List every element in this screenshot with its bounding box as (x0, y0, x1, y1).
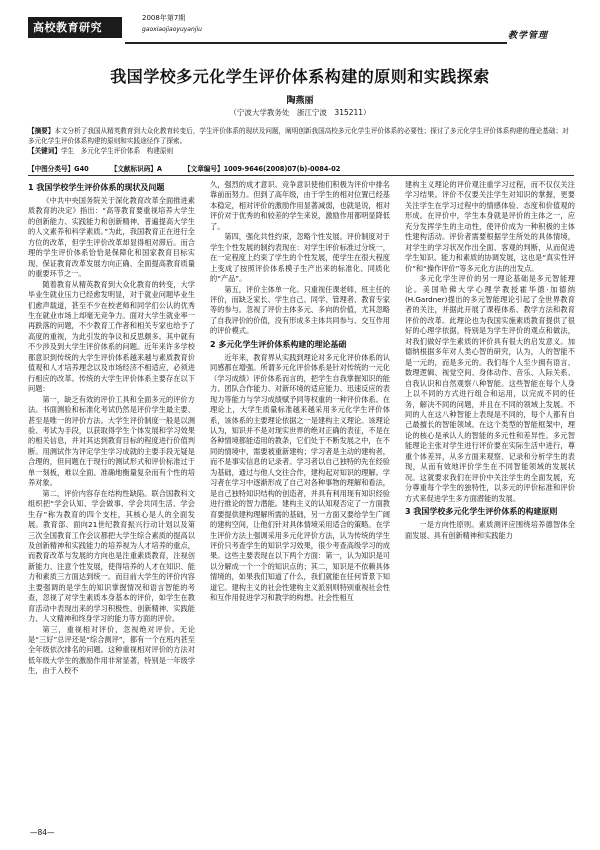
paragraph: 久，强烈的成才意识、竞争意识使他们积极为评价中排名靠前而努力。但到了高年级，由于学生的相对位置已经基本稳定，相对评价的激励作用显著减弱，也就是说，相对评价对于优秀的和较差的学生来说，激励作用都明显降低了。 (210, 180, 390, 231)
section-2-heading: 2 多元化学生评价体系构建的理论基础 (210, 339, 347, 349)
abstract-text: 本文分析了我国从精英教育到大众化教育转变后，学生评价体系的现状及问题，阐明创新我国高校多元化学生评价体系的必要性；探讨了多元化学生评价体系构建的理论基础；对多元化学生评价体系构建的原则和实践途径作了探索。 (28, 127, 569, 145)
abstract-divider (28, 175, 574, 176)
doc-code: 【文献标识码】A (110, 165, 163, 173)
column-2 (210, 180, 390, 604)
paragraph: 近年来，教育界从实践到理论对多元化评价体系的认同感都在增强。所谓多元化评价体系是针对传统的一元化（学习成绩）评价体系而言的，把学生自我掌握知识的能力、团队合作能力、对新环境的适应能力、迅速反应的表现力等能力与学习成绩赋予同等权重的一种评价体系。在理论上，大学生质量标准越来越采用多元化学生评价体系，该体系的主要理论依据之一是建构主义理论。该理论认为，知识并不是对现实世界的绝对正确的表征，不是在各种情境都能适用的教条，它们处于不断发展之中，在不同的情境中，需要被重新建构；学习者是主动的建构者，而不是事实信息的记录者。学习者以自己独特的先在经验为基础，通过与他人交往合作，建构起对知识的理解。学习者在学习中逐渐形成了自己对各种事物的理解和看法，是自己独特知识结构的创造者，并具有利用现有知识经验进行推论的智力潜能。建构主义的认知观否定了一方面教育要提供建构理解所需的基础，另一方面又要给学生广阔的建构空间，让他们针对具体情境采用适合的策略。在学生评价方法上强调采用多元化评价方法，认为传统的学生评价只考查学生的知识学习效果，很少考查高级学习的成果。这些主要表现在以下两个方面：第一，认为知识是可以分解成一个一个的知识点的；其二，知识是不依赖具体情境的，如果我们知道了什么，我们就能在任何背景下知道它。建构主义的社会性建构主义派别则特别重视社会性和互作用促进学习和教学的构想。社会性相互 (210, 352, 390, 603)
page-number: —84— (30, 828, 55, 837)
author-name: 陶燕丽 (286, 96, 314, 106)
clc-code: 【中图分类号】G40 (28, 165, 89, 173)
author-affiliation: （宁波大学教务处 浙江宁波 315211） (229, 108, 371, 117)
paragraph: 随着教育从精英教育到大众化教育的转变，大学毕业生就业压力已经愈发明显，对于就业问题毕业生们愈声载道，甚至不少在校老师和同学们公认的优秀生在就业市场上却毫无竞争力。面对大学生就业率一再跌落的问题，不少教育工作者和相关专家也给予了高度的重视，为此引发的争议和反思颇多。其中就有不少涉及到大学生评价体系的问题。近年来许多学校都意识到传统的大学生评价体系越来越与素质教育价值观和人才培养理念以及市场经济不相适应，必须进行相应的改革。传统的大学生评价体系主要存在以下问题： (28, 279, 195, 394)
header-rule (125, 42, 507, 44)
paragraph: 多元化学生评价的另一理论基础是多元智能理论。美国哈佛大学心理学教授霍华德·加德纳(H.Gardner)提出的多元智能理论引起了全世界教育者的关注，并据此开展了课程体系、教学方法和教育评价的改革。此理论也为我国实施素质教育提供了很好的心理学依据，特别是为学生评价的观点和做法，对我们做好学生素质的评价具有很大的启发意义。加德纳根据多年对人类心智的研究，认为，人的智能不是一元的，而是多元的。我们每个人至少拥有语言、数理逻辑、视觉空间、身体动作、音乐、人际关系、自我认识和自然观察八种智能。这些智能在每个人身上以不同的方式进行组合和运用，以完成不同的任务，解决不同的问题，并且在不同的领域上发展。不同的人在这八种智能上表现是不同的，每个人都有自己最擅长的智能领域。在这个类型的智能框架中，理论的核心是承认人的智能的多元性和差异性。多元智能理论主张对学生进行评价要在实际生活中进行，尊重个体差异，从多方面来观察、记录和分析学生的表现，从而有效地评价学生在不同智能领域的发展状况。这就要求我们在评价中关注学生的全面发展，充分尊重每个学生的独特性，以多元的评价标准和评价方式来促进学生多方面潜能的发展。 (405, 274, 575, 503)
article-title: 我国学校多元化学生评价体系构建的原则和实践探索 (110, 67, 490, 86)
section-label: 教学管理 (508, 31, 549, 41)
page-header (0, 0, 600, 54)
keywords: 学生 多元化学生评价体系 构建原则 (60, 147, 174, 155)
paragraph: 建构主义理论的评价观注重学习过程，而不仅仅关注学习结果。评价不仅要关注学生对知识的掌握，更要关注学生在学习过程中的情感体验、态度和价值观的形成。在评价中，学生本身就是评价的主体之一，应充分发挥学生的主动性，使评价成为一种积极的主体性建构活动。评价者需要根据学生所处的具体情境，对学生的学习状况作出全面、客观的判断，从而促进学生知识、能力和素质的协调发展，这也是“真实性评价”和“操作评价”等多元化方法的出发点。 (405, 180, 575, 273)
paragraph: 《中共中央国务院关于深化教育改革全面推进素质教育的决定》指出：“高等教育要重视培养大学生的创新能力、实践能力和创新精神，普遍提高大学生的人文素养和科学素质。”为此，我国教育正在进行全方位的改革，但学生评价改革却显得相对滞后。而合理的学生评价体系恰恰是保障化和国家教育目标实现、保证教育改革发展方向正确、全面提高教育质量的重要环节之一。 (28, 196, 195, 279)
journal-name: 高校教育研究 (28, 17, 122, 38)
paragraph: 第三，重视相对评价，忽视绝对评价。无论是“三好”总评还是“综合测评”，都有一个在班内甚至全年级依次排名的问题。这种重视相对评价的方法对低年级大学生的激励作用非常显著，特别是一年级学生，由于入校不 (28, 624, 195, 676)
journal-pinyin: gaoxiaojiaoyuyanjiu (142, 26, 202, 33)
issue-label: 2008年第7期 (142, 14, 186, 22)
abstract (28, 126, 574, 156)
abstract-label: 【摘要】 (28, 127, 55, 135)
paragraph: 一是方向性原则。素质测评应围绕培养德智体全面发展、具有创新精神和实践能力 (405, 520, 575, 540)
paragraph: 第四，强化共性约束，忽略个性发展。评价制度对于学生个性发展的制约表现在：对学生评价标准过分统一，在一定程度上约束了学生的个性发展，使学生在很大程度上变成了按照评价体系模子生产出来的标准化、同质化的“产品”。 (210, 232, 390, 284)
paragraph: 第五，评价主体单一化。只重视任课老师、班主任的评价，而缺乏家长、学生自己、同学、管理者、教育专家等的参与。忽视了评价主体多元、多向的价值，尤其忽略了自我评价的价值，没有形成多主体共同参与、交互作用的评价模式。 (210, 284, 390, 336)
section-3-heading: 3 我国学校多元化学生评价体系的构建原则 (405, 507, 558, 517)
paragraph: 第二，评价内容存在结构性缺陷。联合国教科文组织把“学会认知、学会做事、学会共同生活、学会生存”称为教育的四个支柱，其核心是人的全面发展。教育部、面向21世纪教育振兴行动计划以及第三次全国教育工作会议都把大学生综合素质的提高以及创新精神和实践能力的培养视为人才培养的重点，而教育改革与发展的方向也是注重素质教育，注视创新能力、注意个性发展，使得培养的人才在知识、能力和素质三方面达到统一。而目前大学生的评价内容主要强调的是学生的知识掌握情况和语言智能的考查，忽视了对学生素质本身基本的评价，如学生在教育活动中表现出来的学习积极性、创新精神、实践能力、人文精神和终身学习的能力等方面的评价。 (28, 488, 195, 624)
article-meta (28, 164, 574, 174)
keywords-label: 【关键词】 (28, 147, 61, 155)
section-1-heading: 1 我国学校学生评价体系的现状及问题 (28, 183, 165, 192)
column-1 (28, 180, 195, 677)
column-3 (405, 180, 575, 541)
paragraph: 第一，缺乏有效的评价工具和全面多元的评价方法。书面测验和标准化考试仍然是评价学生最主要、甚至是唯一的评价方法。大学生评价制度一般是以测验、考试为手段，以获取得学生个体发展和学习效果的相关信息，并对其达到教育目标的程度进行价值判断。用测试作为评定学生学习成就的主要手段无疑是合理的，但问题在于现行的测试形式和评价标准过于单一刻板，难以全面、准确地衡量复杂而有个性的培养对象。 (28, 394, 195, 488)
article-id: 【文章编号】1009-9646(2008)07(b)-0084-02 (184, 165, 341, 173)
